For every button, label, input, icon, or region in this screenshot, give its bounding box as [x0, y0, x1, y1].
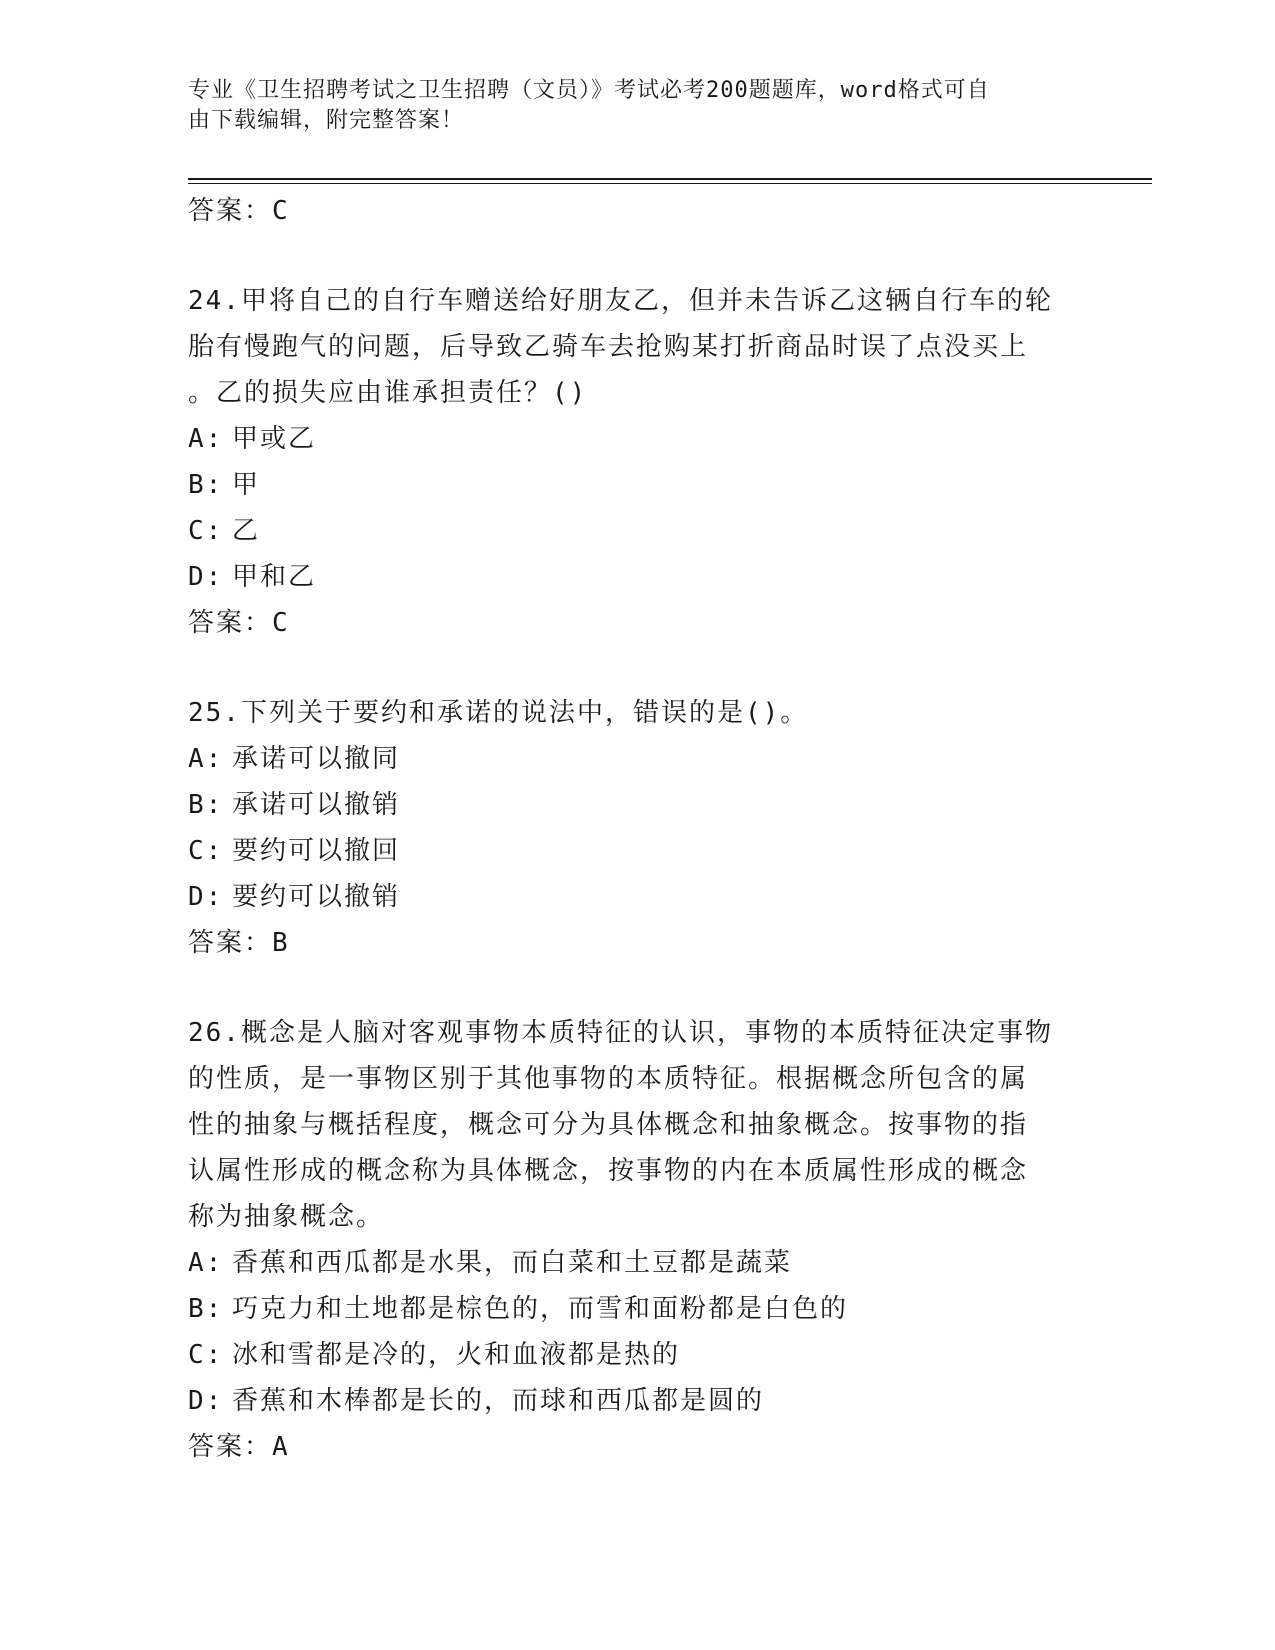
option-key: A: [188, 744, 224, 774]
stem-line: 性的抽象与概括程度，概念可分为具体概念和抽象概念。按事物的指 [188, 1110, 1029, 1140]
option-key: C: [188, 1340, 224, 1370]
option-text: 甲或乙 [232, 424, 317, 454]
question-item [188, 690, 1088, 966]
question-item [188, 1010, 1088, 1470]
option-c [188, 1332, 1088, 1378]
spacer [188, 966, 1088, 1010]
option-b [188, 462, 1088, 508]
option-d [188, 1378, 1088, 1424]
option-d [188, 874, 1088, 920]
spacer [188, 646, 1088, 690]
document-header [188, 76, 1088, 136]
stem-line: 24.甲将自己的自行车赠送给好朋友乙，但并未告诉乙这辆自行车的轮 [188, 286, 1053, 316]
stem-line: 。乙的损失应由谁承担责任？() [188, 378, 588, 408]
option-key: D: [188, 1386, 224, 1416]
stem-line: 称为抽象概念。 [188, 1202, 385, 1232]
stem-line: 的性质，是一事物区别于其他事物的本质特征。根据概念所包含的属 [188, 1064, 1029, 1094]
option-text: 冰和雪都是冷的，火和血液都是热的 [232, 1340, 681, 1370]
option-text: 巧克力和土地都是棕色的，而雪和面粉都是白色的 [232, 1294, 849, 1324]
option-text: 要约可以撤回 [232, 836, 401, 866]
header-line-2: 由下载编辑，附完整答案！ [188, 108, 465, 133]
option-text: 甲和乙 [232, 562, 317, 592]
header-rule-thick [188, 178, 1152, 180]
option-text: 甲 [232, 470, 261, 500]
option-key: D: [188, 562, 224, 592]
option-key: C: [188, 836, 224, 866]
option-b [188, 782, 1088, 828]
option-text: 承诺可以撤同 [232, 744, 401, 774]
question-list [188, 188, 1088, 1470]
option-text: 承诺可以撤销 [232, 790, 401, 820]
option-text: 乙 [232, 516, 261, 546]
option-text: 要约可以撤销 [232, 882, 401, 912]
previous-answer: 答案：C [188, 196, 290, 226]
question-item [188, 278, 1088, 646]
option-key: D: [188, 882, 224, 912]
option-key: B: [188, 470, 224, 500]
header-line-1: 专业《卫生招聘考试之卫生招聘（文员）》考试必考200题题库，word格式可自 [188, 78, 990, 103]
option-text: 香蕉和西瓜都是水果，而白菜和土豆都是蔬菜 [232, 1248, 793, 1278]
option-key: A: [188, 1248, 224, 1278]
option-key: C: [188, 516, 224, 546]
spacer [188, 234, 1088, 278]
stem-line: 认属性形成的概念称为具体概念，按事物的内在本质属性形成的概念 [188, 1156, 1029, 1186]
answer-line: 答案：C [188, 608, 290, 638]
question-stem [188, 690, 1088, 736]
option-key: A: [188, 424, 224, 454]
stem-line: 26.概念是人脑对客观事物本质特征的认识，事物的本质特征决定事物 [188, 1018, 1053, 1048]
option-text: 香蕉和木棒都是长的，而球和西瓜都是圆的 [232, 1386, 765, 1416]
answer-line: 答案：A [188, 1432, 290, 1462]
header-rule-thin [188, 183, 1152, 184]
option-a [188, 736, 1088, 782]
answer-line: 答案：B [188, 928, 290, 958]
question-stem [188, 278, 1088, 416]
option-c [188, 508, 1088, 554]
question-stem [188, 1010, 1088, 1240]
option-a [188, 416, 1088, 462]
stem-line: 胎有慢跑气的问题，后导致乙骑车去抢购某打折商品时误了点没买上 [188, 332, 1029, 362]
stem-line: 25.下列关于要约和承诺的说法中，错误的是()。 [188, 698, 809, 728]
option-d [188, 554, 1088, 600]
option-key: B: [188, 1294, 224, 1324]
option-key: B: [188, 790, 224, 820]
option-b [188, 1286, 1088, 1332]
option-a [188, 1240, 1088, 1286]
option-c [188, 828, 1088, 874]
